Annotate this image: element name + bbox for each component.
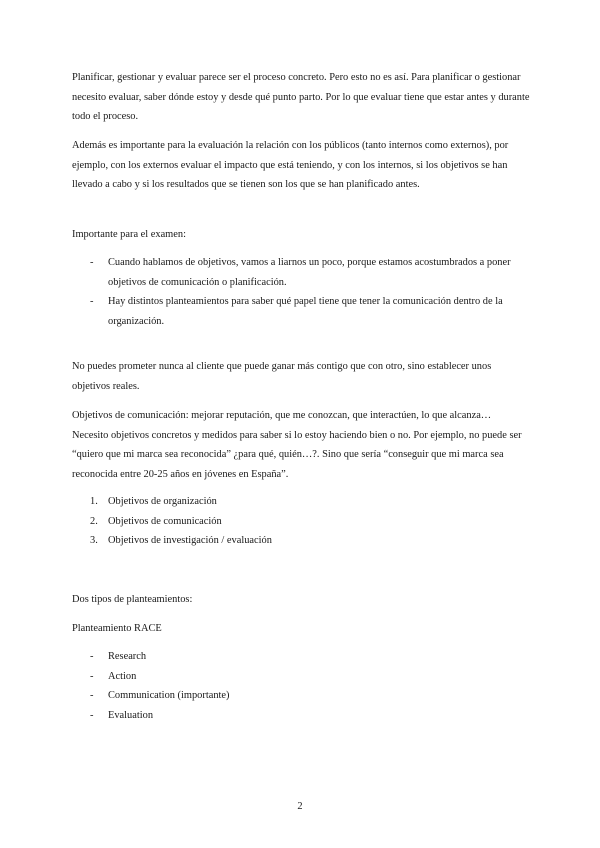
race-heading: Planteamiento RACE [72,623,162,634]
page-number: 2 [297,801,303,812]
dash-marker: - [90,651,94,662]
types-heading: Dos tipos de planteamientos: [72,594,193,605]
paragraph-client [72,357,530,396]
list-item-text: Objetivos de investigación / evaluación [108,535,272,546]
dash-marker: - [90,670,94,682]
list-item-text: Research [108,651,147,662]
objectives-list [72,492,532,551]
list-item [72,531,532,551]
paragraph-publics-text: Además es importante para la evaluación la relación con los públicos (tanto internos como externos), por ejemplo, con los externos evaluar el impacto que está teniendo, y con los internos, si los objetivos se han llevado a cabo y si los resultados que se tienen son los que se han planificado antes. [72,140,509,190]
list-item [72,647,532,667]
list-item [72,686,532,706]
exam-list [72,253,532,331]
paragraph-planning-text: Planificar, gestionar y evaluar parece ser el proceso concreto. Pero esto no es así. Para planificar o gestionar necesito evaluar, saber dónde estoy y desde qué punto parto. Por lo que evaluar tiene que estar antes y durante todo el proceso. [72,72,530,122]
list-item [72,253,532,292]
list-item-text: Action [108,670,137,682]
paragraph-objectives-text: Objetivos de comunicación: mejorar reputación, que me conozcan, que interactúen, lo que alcanza… Necesito objetivos concretos y medidos para saber si lo estoy haciendo bien o no. Por ejemplo, no puede ser “quiero que mi marca sea reconocida” ¿para qué, quién…?. Sino que sería “conseguir que mi marca sea reconocida entre 20-25 años en jóvenes en España”. [72,410,522,480]
list-item-text: Evaluation [108,709,154,721]
list-item-text: Objetivos de organización [108,496,217,507]
list-item [72,667,532,687]
dash-marker: - [90,690,94,701]
dash-marker: - [90,709,94,721]
paragraph-planning [72,68,530,127]
list-item [72,512,532,532]
dash-marker: - [90,296,94,307]
list-item [72,706,532,726]
paragraph-objectives [72,406,530,484]
exam-heading: Importante para el examen: [72,229,186,240]
race-list [72,647,532,725]
list-number: 2. [90,515,98,527]
paragraph-client-text: No puedes prometer nunca al cliente que puede ganar más contigo que con otro, sino establecer unos objetivos reales. [72,361,492,392]
list-number: 1. [90,496,98,507]
list-item-text: Communication (importante) [108,690,230,701]
paragraph-publics [72,136,530,195]
list-item-text: Cuando hablamos de objetivos, vamos a liarnos un poco, porque estamos acostumbrados a poner objetivos de comunicación o planificación. [108,257,511,288]
list-item-text: Objetivos de comunicación [108,515,222,527]
list-number: 3. [90,535,98,546]
list-item [72,292,532,331]
dash-marker: - [90,257,94,268]
list-item [72,492,532,512]
list-item-text: Hay distintos planteamientos para saber qué papel tiene que tener la comunicación dentro de la organización. [108,296,503,327]
